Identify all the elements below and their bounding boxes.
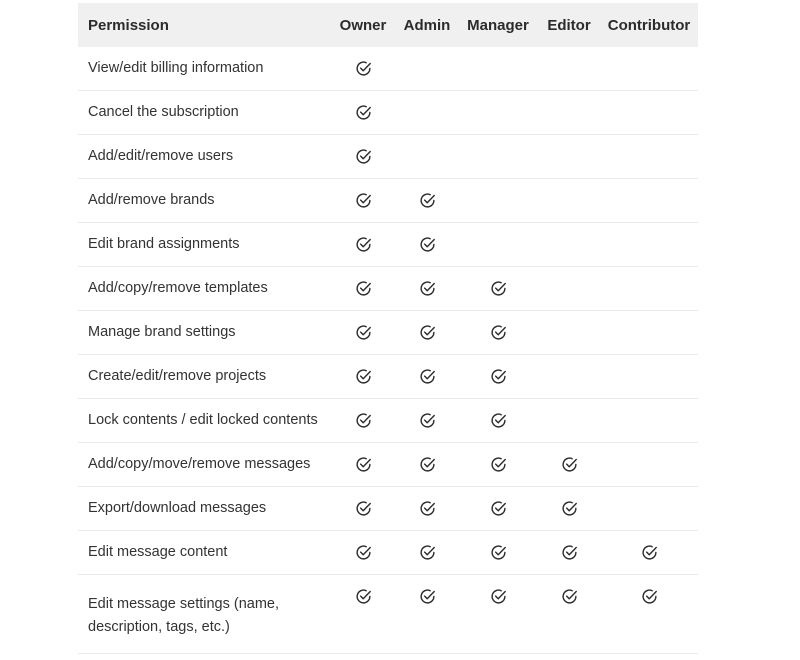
permission-cell-manager: [458, 487, 538, 531]
check-circle-icon: [355, 60, 372, 77]
permission-label: Export/download messages: [78, 487, 330, 531]
check-circle-icon: [355, 412, 372, 429]
permission-cell-owner: [330, 399, 396, 443]
table-row: [78, 311, 698, 355]
permission-cell-editor: [538, 443, 600, 487]
table-header: [78, 3, 698, 47]
permission-cell-contributor: [600, 179, 698, 223]
permission-cell-admin: [396, 487, 458, 531]
permission-cell-contributor: [600, 311, 698, 355]
permission-cell-manager: [458, 91, 538, 135]
check-circle-icon: [419, 324, 436, 341]
check-circle-icon: [641, 588, 658, 605]
check-circle-icon: [419, 236, 436, 253]
table-row: [78, 179, 698, 223]
permission-cell-contributor: [600, 443, 698, 487]
column-header-editor: Editor: [538, 3, 600, 47]
permission-cell-contributor: [600, 223, 698, 267]
check-circle-icon: [355, 104, 372, 121]
permission-cell-contributor: [600, 355, 698, 399]
permission-cell-contributor: [600, 47, 698, 91]
permission-label: Edit brand assignments: [78, 223, 330, 267]
check-circle-icon: [355, 500, 372, 517]
permission-cell-admin: [396, 223, 458, 267]
table-row: [78, 91, 698, 135]
column-header-manager: Manager: [458, 3, 538, 47]
permission-cell-manager: [458, 267, 538, 311]
permission-cell-manager: [458, 47, 538, 91]
check-circle-icon: [561, 588, 578, 605]
permission-cell-contributor: [600, 531, 698, 575]
permission-label: Cancel the subscription: [78, 91, 330, 135]
permission-cell-admin: [396, 531, 458, 575]
permission-cell-manager: [458, 135, 538, 179]
check-circle-icon: [419, 368, 436, 385]
permission-cell-contributor: [600, 91, 698, 135]
check-circle-icon: [490, 544, 507, 561]
permission-label: View/edit billing information: [78, 47, 330, 91]
check-circle-icon: [490, 280, 507, 297]
permission-cell-editor: [538, 223, 600, 267]
check-circle-icon: [419, 280, 436, 297]
check-circle-icon: [355, 280, 372, 297]
permission-cell-editor: [538, 135, 600, 179]
permission-cell-owner: [330, 267, 396, 311]
permission-cell-editor: [538, 179, 600, 223]
check-circle-icon: [355, 368, 372, 385]
permission-cell-manager: [458, 399, 538, 443]
permission-cell-owner: [330, 223, 396, 267]
check-circle-icon: [355, 148, 372, 165]
permission-label: Create/edit/remove projects: [78, 355, 330, 399]
check-circle-icon: [490, 412, 507, 429]
check-circle-icon: [355, 324, 372, 341]
permission-cell-editor: [538, 311, 600, 355]
check-circle-icon: [561, 500, 578, 517]
table-row: [78, 443, 698, 487]
table-body: [78, 47, 698, 654]
check-circle-icon: [561, 456, 578, 473]
permission-cell-editor: [538, 47, 600, 91]
table-row: [78, 47, 698, 91]
permission-cell-manager: [458, 311, 538, 355]
table-row: [78, 487, 698, 531]
permission-cell-admin: [396, 135, 458, 179]
check-circle-icon: [355, 192, 372, 209]
table-row: [78, 223, 698, 267]
check-circle-icon: [490, 368, 507, 385]
check-circle-icon: [419, 500, 436, 517]
check-circle-icon: [419, 412, 436, 429]
column-header-contributor: Contributor: [600, 3, 698, 47]
permission-cell-owner: [330, 355, 396, 399]
permission-cell-manager: [458, 575, 538, 654]
permission-cell-admin: [396, 443, 458, 487]
permission-cell-admin: [396, 399, 458, 443]
permission-cell-manager: [458, 223, 538, 267]
permission-cell-editor: [538, 267, 600, 311]
check-circle-icon: [490, 500, 507, 517]
permission-cell-admin: [396, 355, 458, 399]
permission-cell-contributor: [600, 135, 698, 179]
permission-label: Edit message content: [78, 531, 330, 575]
permission-cell-admin: [396, 575, 458, 654]
permission-cell-manager: [458, 531, 538, 575]
permission-cell-admin: [396, 311, 458, 355]
permission-cell-contributor: [600, 267, 698, 311]
table-row: [78, 267, 698, 311]
permission-label: Edit message settings (name, description, tags, etc.): [78, 575, 330, 654]
table-row: [78, 531, 698, 575]
permission-cell-contributor: [600, 399, 698, 443]
permission-label: Add/copy/move/remove messages: [78, 443, 330, 487]
check-circle-icon: [490, 588, 507, 605]
permission-label: Manage brand settings: [78, 311, 330, 355]
table-row: [78, 135, 698, 179]
check-circle-icon: [490, 456, 507, 473]
permission-cell-editor: [538, 531, 600, 575]
permissions-table: [78, 3, 698, 654]
column-header-owner: Owner: [330, 3, 396, 47]
table-row: [78, 355, 698, 399]
permission-cell-owner: [330, 575, 396, 654]
permission-cell-owner: [330, 179, 396, 223]
check-circle-icon: [490, 324, 507, 341]
check-circle-icon: [355, 456, 372, 473]
permission-label: Add/edit/remove users: [78, 135, 330, 179]
check-circle-icon: [419, 192, 436, 209]
permission-cell-admin: [396, 179, 458, 223]
permission-cell-owner: [330, 47, 396, 91]
permission-cell-contributor: [600, 575, 698, 654]
permission-cell-contributor: [600, 487, 698, 531]
permission-cell-manager: [458, 179, 538, 223]
table-row: [78, 399, 698, 443]
permission-cell-owner: [330, 487, 396, 531]
check-circle-icon: [355, 588, 372, 605]
check-circle-icon: [419, 544, 436, 561]
permission-cell-owner: [330, 311, 396, 355]
column-header-permission: Permission: [78, 3, 330, 47]
permission-label: Add/remove brands: [78, 179, 330, 223]
permission-cell-editor: [538, 355, 600, 399]
permission-cell-editor: [538, 91, 600, 135]
column-header-admin: Admin: [396, 3, 458, 47]
permission-cell-manager: [458, 443, 538, 487]
header-row: [78, 3, 698, 47]
permission-cell-owner: [330, 135, 396, 179]
permission-cell-admin: [396, 267, 458, 311]
permission-cell-editor: [538, 487, 600, 531]
permission-cell-editor: [538, 575, 600, 654]
check-circle-icon: [355, 236, 372, 253]
permission-cell-admin: [396, 47, 458, 91]
check-circle-icon: [419, 588, 436, 605]
permission-cell-owner: [330, 531, 396, 575]
permission-cell-admin: [396, 91, 458, 135]
check-circle-icon: [419, 456, 436, 473]
permission-cell-manager: [458, 355, 538, 399]
table-row: [78, 575, 698, 654]
permission-cell-owner: [330, 91, 396, 135]
permission-cell-editor: [538, 399, 600, 443]
check-circle-icon: [561, 544, 578, 561]
check-circle-icon: [641, 544, 658, 561]
permission-cell-owner: [330, 443, 396, 487]
check-circle-icon: [355, 544, 372, 561]
permission-label: Lock contents / edit locked contents: [78, 399, 330, 443]
permission-label: Add/copy/remove templates: [78, 267, 330, 311]
